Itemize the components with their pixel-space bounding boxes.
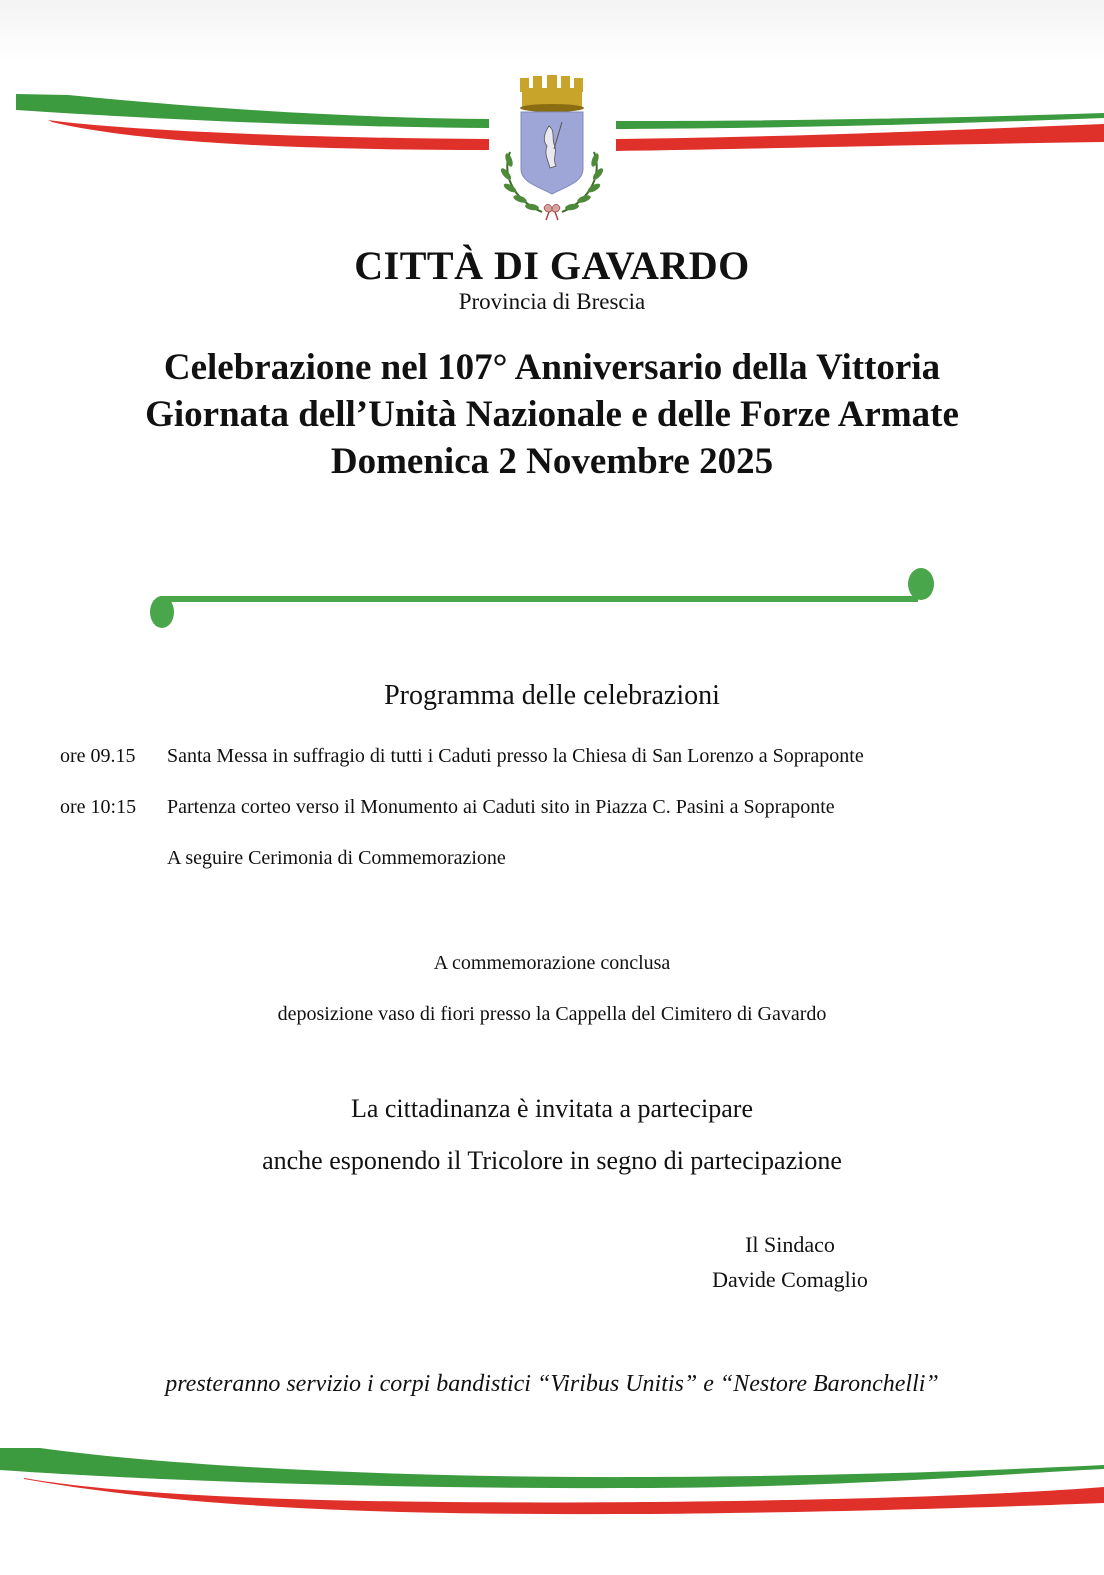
title-line-2: Giornata dell’Unità Nazionale e delle Forze Armate [145,394,959,435]
tricolore-ribbon-bottom [0,1440,1104,1530]
crown-icon [520,75,584,112]
program-item-3: A seguire Cerimonia di Commemorazione [167,847,506,869]
ribbon-top-right-green [616,113,1104,129]
program-item-1: Santa Messa in suffragio di tutti i Caduti presso la Chiesa di San Lorenzo a Sopraponte [167,745,864,767]
program-time-2: ore 10:15 [60,796,137,818]
coat-of-arms-icon [492,74,612,224]
invitation-line-2: anche esponendo il Tricolore in segno di partecipazione [262,1146,842,1175]
signature-name: Davide Comaglio [712,1267,868,1292]
title-line-1: Celebrazione nel 107° Anniversario della Vittoria [163,347,941,388]
city-name: CITTÀ DI GAVARDO [354,243,750,288]
program-time-1: ore 09.15 [60,745,136,767]
footer-note: presteranno servizio i corpi bandistici “Viribus Unitis” e “Nestore Baronchelli” [165,1371,939,1397]
ribbon-bottom-green [0,1448,1104,1488]
ribbon-bow-icon [544,204,560,220]
green-divider [140,560,950,640]
divider-right-curl [908,568,934,600]
conclusion-line-2: deposizione vaso di fiori presso la Cappella del Cimitero di Gavardo [277,1003,827,1025]
title-date: Domenica 2 Novembre 2025 [330,441,774,482]
invitation-line-1: La cittadinanza è invitata a partecipare [350,1094,754,1123]
province-name: Provincia di Brescia [458,289,646,314]
ribbon-top-left-green [16,94,489,128]
program-item-2: Partenza corteo verso il Monumento ai Caduti sito in Piazza C. Pasini a Sopraponte [167,796,835,818]
program-heading: Programma delle celebrazioni [384,680,720,711]
signature-role: Il Sindaco [745,1232,835,1257]
conclusion-line-1: A commemorazione conclusa [433,952,671,974]
